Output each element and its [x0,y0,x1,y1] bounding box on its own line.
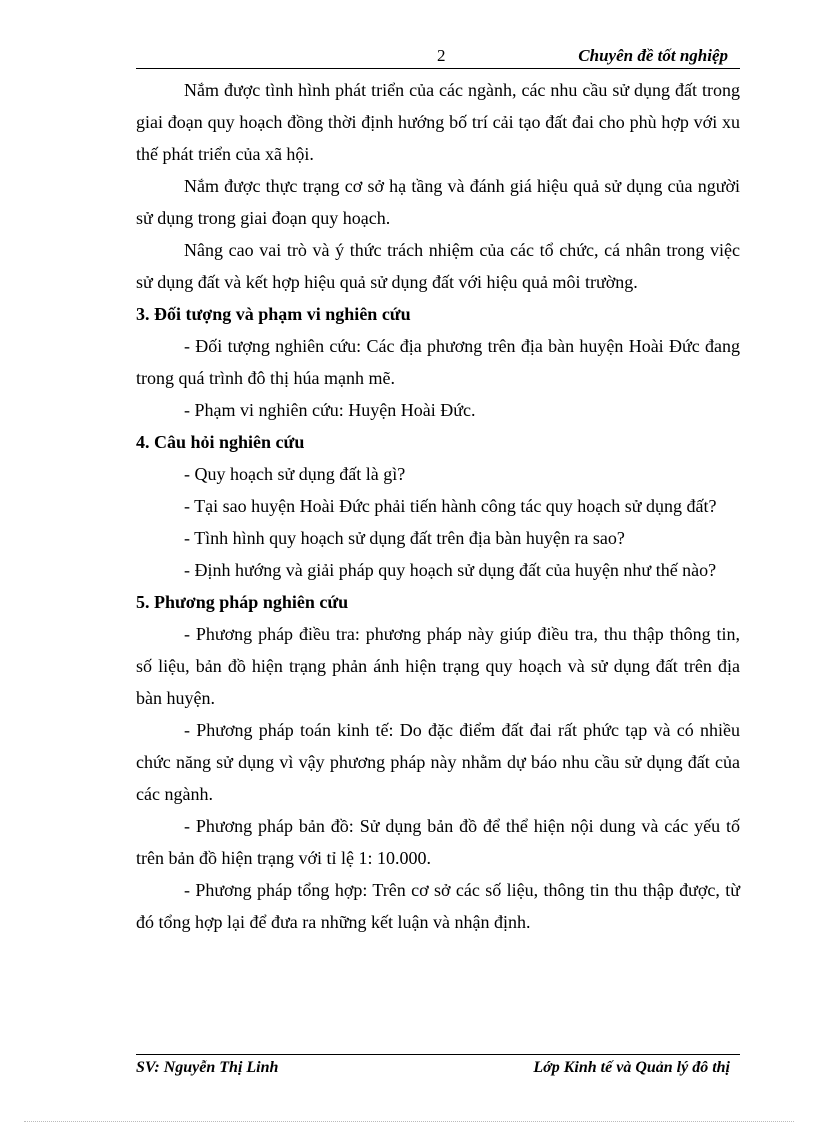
list-item: - Phương pháp tổng hợp: Trên cơ sở các số liệu, thông tin thu thập được, từ đó tổng hợp lại để đưa ra những kết luận và nhận định. [136,880,740,932]
list-item: - Tại sao huyện Hoài Đức phải tiến hành công tác quy hoạch sử dụng đất? [184,496,717,516]
page-footer [136,1054,740,1079]
section-heading-4: 4. Câu hỏi nghiên cứu [136,432,305,452]
page-header [136,44,740,69]
list-item: - Đối tượng nghiên cứu: Các địa phương trên địa bàn huyện Hoài Đức đang trong quá trình đô thị húa mạnh mẽ. [136,336,740,388]
section-heading-5: 5. Phương pháp nghiên cứu [136,592,349,612]
footer-class: Lớp Kinh tế và Quản lý đô thị [533,1059,730,1076]
list-item: - Định hướng và giải pháp quy hoạch sử dụng đất của huyện như thế nào? [184,560,717,580]
list-item: - Phương pháp toán kinh tế: Do đặc điểm đất đai rất phức tạp và có nhiều chức năng sử dụng vì vậy phương pháp này nhằm dự báo nhu cầu sử dụng đất của các ngành. [136,720,740,804]
footer-student: SV: Nguyễn Thị Linh [136,1059,279,1076]
list-item: - Phạm vi nghiên cứu: Huyện Hoài Đức. [184,400,476,420]
paragraph: Nâng cao vai trò và ý thức trách nhiệm của các tổ chức, cá nhân trong việc sử dụng đất và kết hợp hiệu quả sử dụng đất với hiệu quả môi trường. [136,240,740,292]
page-bottom-divider [24,1121,794,1122]
list-item: - Tình hình quy hoạch sử dụng đất trên địa bàn huyện ra sao? [184,528,625,548]
document-body [136,74,740,938]
list-item: - Quy hoạch sử dụng đất là gì? [184,464,406,484]
list-item: - Phương pháp điều tra: phương pháp này giúp điều tra, thu thập thông tin, số liệu, bản đồ hiện trạng phản ánh hiện trạng quy hoạch và sử dụng đất trên địa bàn huyện. [136,624,740,708]
section-heading-3: 3. Đối tượng và phạm vi nghiên cứu [136,304,411,324]
list-item: - Phương pháp bản đồ: Sử dụng bản đồ để thể hiện nội dung và các yếu tố trên bản đồ hiện trạng với tỉ lệ 1: 10.000. [136,816,740,868]
paragraph: Nắm được tình hình phát triển của các ngành, các nhu cầu sử dụng đất trong giai đoạn quy hoạch đồng thời định hướng bố trí cải tạo đất đai cho phù hợp với xu thế phát triển của xã hội. [136,80,740,164]
paragraph: Nắm được thực trạng cơ sở hạ tầng và đánh giá hiệu quả sử dụng của người sử dụng trong giai đoạn quy hoạch. [136,176,740,228]
page-number: 2 [437,46,446,65]
header-title: Chuyên đề tốt nghiệp [578,46,728,65]
